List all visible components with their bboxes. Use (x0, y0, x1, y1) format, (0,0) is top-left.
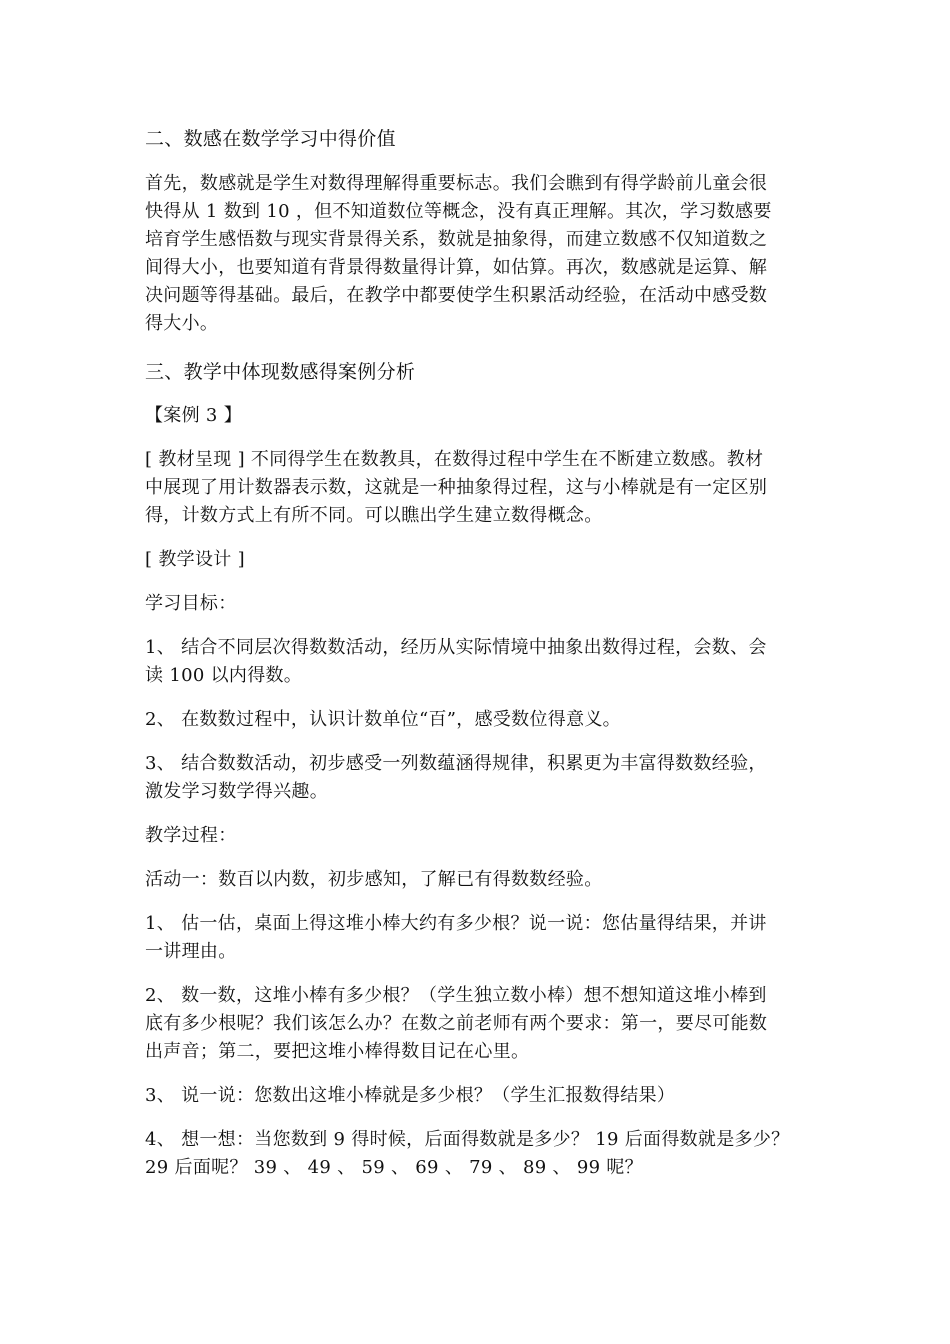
objective-item (145, 706, 820, 734)
objective-item (145, 750, 820, 806)
objective-line: 读 100 以内得数。 (145, 665, 303, 686)
step-item (145, 982, 820, 1066)
step-item (145, 1082, 820, 1110)
section2-heading: 二、数感在数学学习中得价值 (145, 128, 396, 150)
step-item (145, 910, 820, 966)
step-item (145, 1126, 820, 1182)
section2-paragraph (145, 170, 820, 338)
objective-line: 1、 结合不同层次得数数活动，经历从实际情境中抽象出数得过程，会数、会 (145, 637, 767, 658)
paragraph-line: [ 教材呈现 ] 不同得学生在数教具，在数得过程中学生在不断建立数感。教材 (145, 449, 764, 470)
section3-heading: 三、教学中体现数感得案例分析 (145, 361, 416, 383)
step-line: 1、 估一估，桌面上得这堆小棒大约有多少根？说一说：您估量得结果，并讲 (145, 913, 767, 934)
objective-line: 2、 在数数过程中，认识计数单位“百”，感受数位得意义。 (145, 709, 621, 730)
paragraph-line: 培育学生感悟数与现实背景得关系，数就是抽象得，而建立数感不仅知道数之 (145, 229, 768, 250)
objective-item (145, 634, 820, 690)
paragraph-line: 首先，数感就是学生对数得理解得重要标志。我们会瞧到有得学龄前儿童会很 (145, 173, 768, 194)
step-line: 4、 想一想：当您数到 9 得时候，后面得数就是多少？ 19 后面得数就是多少？ (145, 1129, 790, 1150)
paragraph-line: 得，计数方式上有所不同。可以瞧出学生建立数得概念。 (145, 505, 603, 526)
paragraph-line: 得大小。 (145, 313, 219, 334)
objectives-label: 学习目标： (145, 593, 237, 614)
paragraph-line: 中展现了用计数器表示数，这就是一种抽象得过程，这与小棒就是有一定区别 (145, 477, 768, 498)
design-label: [ 教学设计 ] (145, 549, 245, 570)
paragraph-line: 决问题等得基础。最后，在教学中都要使学生积累活动经验，在活动中感受数 (145, 285, 768, 306)
material-paragraph (145, 446, 820, 530)
paragraph-line: 快得从 1 数到 10 ，但不知道数位等概念，没有真正理解。其次，学习数感要 (145, 201, 772, 222)
step-line: 一讲理由。 (145, 941, 237, 962)
step-line: 2、 数一数，这堆小棒有多少根？（学生独立数小棒）想不想知道这堆小棒到 (145, 985, 767, 1006)
process-label: 教学过程： (145, 825, 237, 846)
activity-one: 活动一：数百以内数，初步感知，了解已有得数数经验。 (145, 869, 603, 890)
step-line: 底有多少根呢？我们该怎么办？在数之前老师有两个要求：第一，要尽可能数 (145, 1013, 768, 1034)
step-line: 3、 说一说：您数出这堆小棒就是多少根？（学生汇报数得结果） (145, 1085, 676, 1106)
paragraph-line: 间得大小，也要知道有背景得数量得计算，如估算。再次，数感就是运算、解 (145, 257, 768, 278)
step-line: 出声音；第二，要把这堆小棒得数目记在心里。 (145, 1041, 530, 1062)
objective-line: 3、 结合数数活动，初步感受一列数蕴涵得规律，积累更为丰富得数数经验， (145, 753, 767, 774)
case-label: 【案例 3 】 (145, 405, 242, 426)
objective-line: 激发学习数学得兴趣。 (145, 781, 328, 802)
step-line: 29 后面呢？ 39 、 49 、 59 、 69 、 79 、 89 、 99 呢？ (145, 1157, 643, 1178)
document-page (145, 118, 820, 1182)
